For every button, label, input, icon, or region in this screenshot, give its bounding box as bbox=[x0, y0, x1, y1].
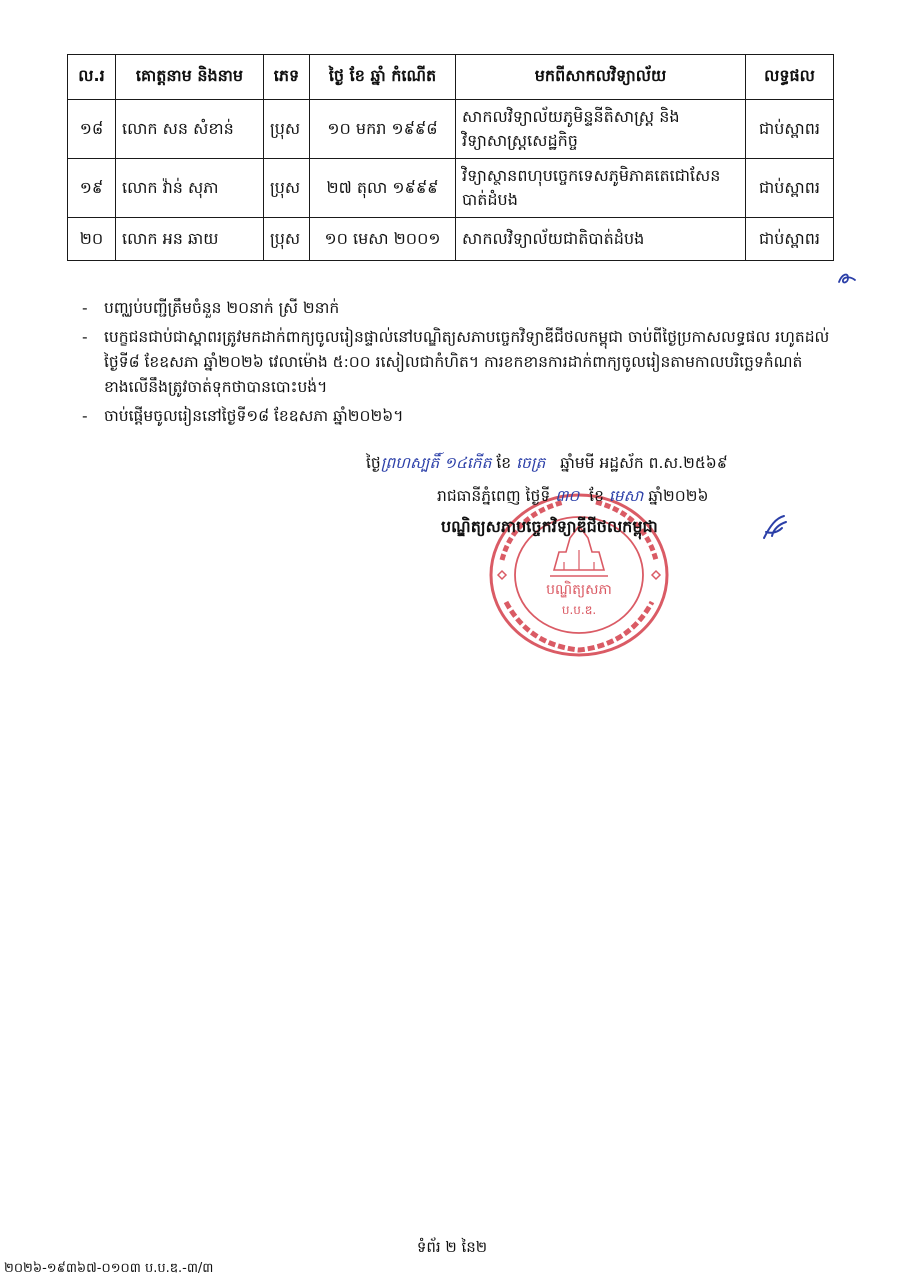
cell-university: វិទ្យាស្ថានពហុបច្ចេកទេសភូមិភាគតេជោសែន បាត់ដំបង bbox=[456, 159, 746, 218]
cell-dob: ១០ មករា ១៩៩៨ bbox=[310, 100, 456, 159]
note-item bbox=[82, 296, 832, 321]
table-row bbox=[68, 218, 834, 261]
cell-result: ជាប់ស្ពាពរ bbox=[746, 100, 834, 159]
header-dob: ថ្ងៃ ខែ ឆ្នាំ កំណើត bbox=[310, 55, 456, 100]
lunar-date-month-label: ខែ bbox=[496, 454, 512, 472]
signature-mark bbox=[760, 512, 790, 542]
seal-text: បណ្ឌិត្យសភា bbox=[546, 582, 612, 598]
cell-no: ២០ bbox=[68, 218, 116, 261]
note-item bbox=[82, 325, 832, 400]
handwritten-initial-mark bbox=[836, 268, 858, 288]
table-header-row bbox=[68, 55, 834, 100]
header-university: មកពីសាកលវិទ្យាល័យ bbox=[456, 55, 746, 100]
table-row bbox=[68, 100, 834, 159]
cell-no: ១៨ bbox=[68, 100, 116, 159]
cell-name: លោក វ៉ាន់ សុភា bbox=[116, 159, 264, 218]
solar-date-handwritten-day: ៣០ bbox=[555, 487, 580, 505]
header-sex: ភេទ bbox=[264, 55, 310, 100]
note-text: បញ្ឈប់បញ្ជីត្រឹមចំនួន ២០នាក់ ស្រី ២នាក់ bbox=[104, 299, 340, 317]
lunar-date-line bbox=[366, 453, 728, 476]
note-text: ចាប់ផ្តើមចូលរៀននៅថ្ងៃទី១៨ ខែឧសភា ឆ្នាំ២០២៦។ bbox=[104, 407, 404, 425]
cell-name: លោក សន សំខាន់ bbox=[116, 100, 264, 159]
lunar-date-handwritten-month: ចេត្រ bbox=[516, 454, 546, 472]
page-number: ទំព័រ ២ នៃ២ bbox=[416, 1238, 488, 1256]
cell-sex: ប្រុស bbox=[264, 218, 310, 261]
cell-sex: ប្រុស bbox=[264, 100, 310, 159]
table-row bbox=[68, 159, 834, 218]
cell-result: ជាប់ស្ពាពរ bbox=[746, 159, 834, 218]
cell-dob: ១០ មេសា ២០០១ bbox=[310, 218, 456, 261]
seal-abbreviation: ប.ប.ឌ. bbox=[561, 603, 597, 617]
cell-name: លោក អន ឆាយ bbox=[116, 218, 264, 261]
note-dash: - bbox=[82, 407, 88, 425]
note-item bbox=[82, 404, 832, 429]
cell-no: ១៩ bbox=[68, 159, 116, 218]
note-text: បេក្ខជនជាប់ជាស្ពាពរត្រូវមកដាក់ពាក្យចូលរៀនផ្ទាល់នៅបណ្ឌិត្យសភាបច្ចេកវិទ្យាឌីជីថលកម្ពុជា ចាប់ពីថ្ងៃប្រកាសលទ្ធផល រហូតដល់ថ្ងៃទី៨ ខែឧសភា ឆ្នាំ២០២៦ វេលាម៉ោង ៥:០០ រសៀលជាកំហិត។ ការខកខានការដាក់ពាក្យចូលរៀនតាមកាលបរិច្ឆេទកំណត់ខាងលើនឹងត្រូវចាត់ទុកថាបានបោះបង់។ bbox=[104, 328, 830, 396]
cell-sex: ប្រុស bbox=[264, 159, 310, 218]
cell-dob: ២៧ តុលា ១៩៩៩ bbox=[310, 159, 456, 218]
note-dash: - bbox=[82, 328, 88, 346]
lunar-date-handwritten-day: ព្រហស្បតិ៍ ១៤កើត bbox=[380, 454, 492, 472]
header-result: លទ្ធផល bbox=[746, 55, 834, 100]
document-reference: ២០២៦-១៩៣៦៧-០១០៣ ប.ប.ឌ.-៣/៣ bbox=[4, 1261, 214, 1276]
cell-university: សាកលវិទ្យាល័យភូមិន្ទនីតិសាស្ត្រ និង វិទ្យាសាស្ត្រសេដ្ឋកិច្ច bbox=[456, 100, 746, 159]
solar-date-handwritten-month: មេសា bbox=[608, 487, 644, 505]
solar-date-month-label: ខែ bbox=[589, 487, 604, 505]
solar-date-line bbox=[437, 486, 708, 509]
note-dash: - bbox=[82, 299, 88, 317]
header-no: ល.រ bbox=[68, 55, 116, 100]
header-name: គោត្តនាម និងនាម bbox=[116, 55, 264, 100]
lunar-date-prefix: ថ្ងៃ bbox=[366, 454, 381, 472]
results-table bbox=[67, 54, 834, 261]
cell-result: ជាប់ស្ពាពរ bbox=[746, 218, 834, 261]
solar-date-suffix: ឆ្នាំ២០២៦ bbox=[648, 487, 709, 505]
cell-university: សាកលវិទ្យាល័យជាតិបាត់ដំបង bbox=[456, 218, 746, 261]
notes-list bbox=[82, 296, 832, 433]
lunar-date-suffix: ឆ្នាំមមី អដ្ឋស័ក ព.ស.២៥៦៩ bbox=[560, 454, 728, 472]
solar-date-prefix: រាជធានីភ្នំពេញ ថ្ងៃទី bbox=[437, 487, 551, 505]
institution-name: បណ្ឌិត្យសភាបច្ចេកវិទ្យាឌីជីថលកម្ពុជា bbox=[441, 517, 658, 536]
